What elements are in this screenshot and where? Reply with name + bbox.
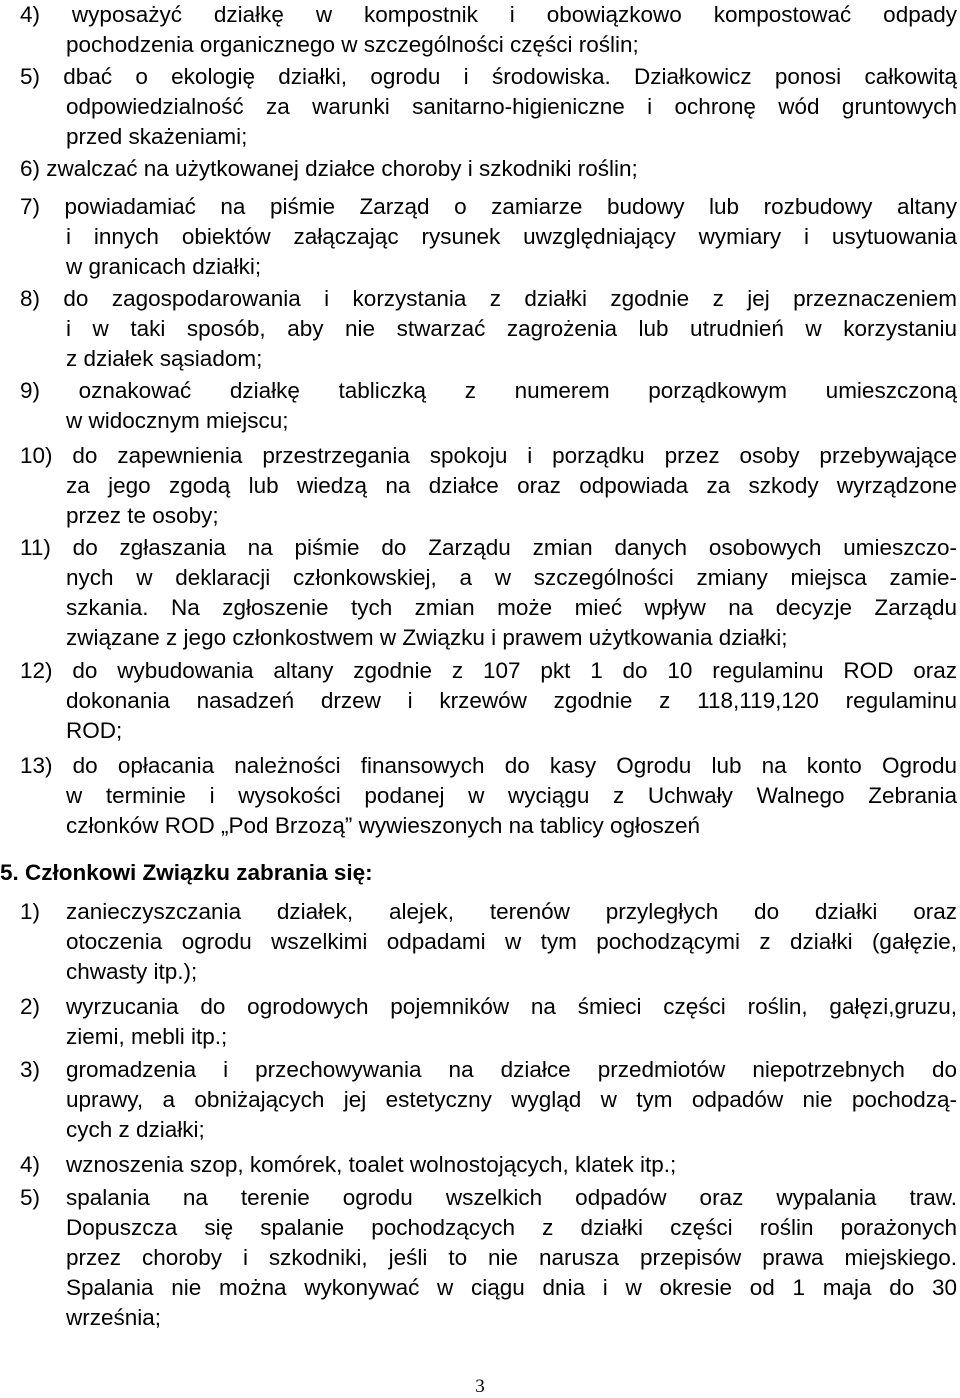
text-line: gromadzenia i przechowywania na działce przedmiotów niepotrzebnych do (66, 1057, 957, 1082)
prohibition-item-4 (20, 1150, 957, 1180)
item-number: 1) (20, 899, 41, 924)
prohibition-item-5 (20, 1183, 957, 1333)
text-line: 7) powiadamiać na piśmie Zarząd o zamiarze budowy lub rozbudowy altany (20, 194, 957, 219)
text-line: spalania na terenie ogrodu wszelkich odpadów oraz wypalania traw. (66, 1185, 957, 1210)
text-line: 5) dbać o ekologię działki, ogrodu i środowiska. Działkowicz ponosi całkowitą (20, 64, 957, 89)
text-line: przez te osoby; (66, 503, 219, 528)
page-number: 3 (475, 1376, 485, 1397)
text-line: Spalania nie można wykonywać w ciągu dnia i w okresie od 1 maja do 30 (66, 1275, 957, 1300)
text-line: 12) do wybudowania altany zgodnie z 107 pkt 1 do 10 regulaminu ROD oraz (20, 658, 957, 683)
list-item-8 (20, 284, 957, 374)
text-line: dokonania nasadzeń drzew i krzewów zgodnie z 118,119,120 regulaminu (66, 688, 957, 713)
text-line: wznoszenia szop, komórek, toalet wolnostojących, klatek itp.; (66, 1152, 677, 1177)
text-line: i w taki sposób, aby nie stwarzać zagrożenia lub utrudnień w korzystaniu (66, 316, 957, 341)
text-line: przez choroby i szkodniki, jeśli to nie narusza przepisów prawa miejskiego. (66, 1245, 957, 1270)
text-line: 13) do opłacania należności finansowych do kasy Ogrodu lub na konto Ogrodu (20, 753, 957, 778)
item-number: 5) (20, 1185, 41, 1210)
text-line: 10) do zapewnienia przestrzegania spokoju i porządku przez osoby przebywające (20, 443, 957, 468)
text-line: cych z działki; (66, 1117, 205, 1142)
item-number: 4) (20, 1152, 41, 1177)
prohibition-item-1 (20, 897, 957, 987)
text-line: i innych obiektów załączając rysunek uwzględniający wymiary i usytuowania (66, 224, 957, 249)
text-line: odpowiedzialność za warunki sanitarno-higieniczne i ochronę wód gruntowych (66, 94, 957, 119)
list-item-6 (20, 154, 957, 184)
text-line: chwasty itp.); (66, 959, 198, 984)
list-item-4 (20, 0, 957, 60)
text-line: wyrzucania do ogrodowych pojemników na śmieci części roślin, gałęzi,gruzu, (66, 994, 957, 1019)
text-line: uprawy, a obniżających jej estetyczny wygląd w tym odpadów nie pochodzą- (66, 1087, 957, 1112)
text-line: przed skażeniami; (66, 124, 248, 149)
item-number: 2) (20, 994, 41, 1019)
text-line: zanieczyszczania działek, alejek, terenów przyległych do działki oraz (66, 899, 957, 924)
text-line: w terminie i wysokości podanej w wyciągu z Uchwały Walnego Zebrania (66, 783, 957, 808)
text-line: 8) do zagospodarowania i korzystania z działki zgodnie z jej przeznaczeniem (20, 286, 957, 311)
text-line: pochodzenia organicznego w szczególności części roślin; (66, 32, 639, 57)
text-line: otoczenia ogrodu wszelkimi odpadami w tym pochodzącymi z działki (gałęzie, (66, 929, 957, 954)
list-item-5 (20, 62, 957, 152)
list-item-13 (20, 751, 957, 841)
text-line: związane z jego członkostwem w Związku i prawem użytkowania działki; (66, 625, 788, 650)
text-line: za jego zgodą lub wiedzą na działce oraz odpowiada za szkody wyrządzone (66, 473, 957, 498)
text-line: 6) zwalczać na użytkowanej działce choroby i szkodniki roślin; (20, 156, 638, 181)
text-line: ROD; (66, 718, 123, 743)
list-item-11 (20, 533, 957, 653)
text-line: 11) do zgłaszania na piśmie do Zarządu zmian danych osobowych umieszczo- (20, 535, 957, 560)
text-line: członków ROD „Pod Brzozą” wywieszonych na tablicy ogłoszeń (66, 813, 701, 838)
text-line: ziemi, mebli itp.; (66, 1024, 228, 1049)
text-line: w widocznym miejscu; (66, 408, 289, 433)
text-line: Dopuszcza się spalanie pochodzących z działki części roślin porażonych (66, 1215, 957, 1240)
text-line: w granicach działki; (66, 254, 262, 279)
prohibition-item-3 (20, 1055, 957, 1145)
text-line: nych w deklaracji członkowskiej, a w szczególności zmiany miejsca zamie- (66, 565, 957, 590)
item-number: 3) (20, 1057, 41, 1082)
text-line: września; (66, 1305, 162, 1330)
list-item-10 (20, 441, 957, 531)
section-heading: 5. Członkowi Związku zabrania się: (0, 860, 373, 885)
text-line: szkania. Na zgłoszenie tych zmian może mieć wpływ na decyzje Zarządu (66, 595, 957, 620)
prohibition-item-2 (20, 992, 957, 1052)
list-item-12 (20, 656, 957, 746)
text-line: 4) wyposażyć działkę w kompostnik i obowiązkowo kompostować odpady (20, 2, 957, 27)
list-item-7 (20, 192, 957, 282)
list-item-9 (20, 376, 957, 436)
text-line: 9) oznakować działkę tabliczką z numerem porządkowym umieszczoną (20, 378, 957, 403)
text-line: z działek sąsiadom; (66, 346, 263, 371)
